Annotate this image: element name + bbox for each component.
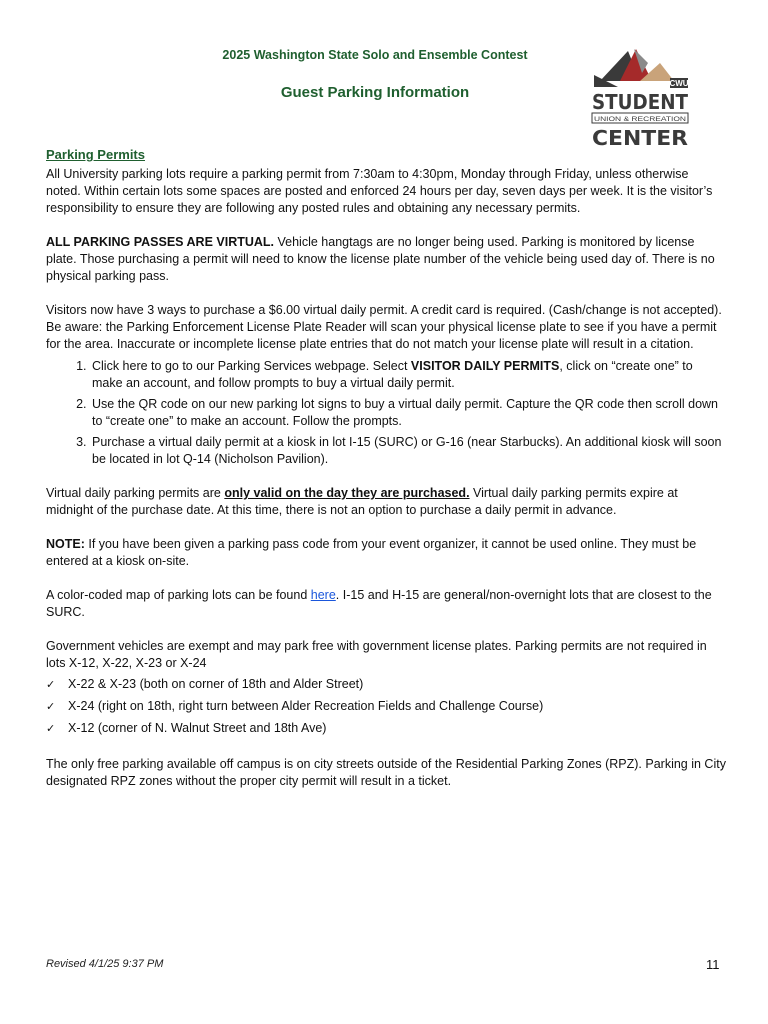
note-label: NOTE:	[46, 537, 85, 551]
free-parking-paragraph: The only free parking available off campus is on city streets outside of the Residential Parking Zones (RPZ). Parking in City designated RPZ zones without the proper city permit will result in a ticket.	[46, 757, 726, 788]
checkmark-icon: ✓	[46, 678, 56, 691]
government-paragraph: Government vehicles are exempt and may park free with government license plates. Parking permits are not required in lots X-12, X-22, X-23 or X-24	[46, 639, 707, 670]
list-item-text: X-12 (corner of N. Walnut Street and 18th Ave)	[68, 721, 327, 735]
virtual-emphasis: ALL PARKING PASSES ARE VIRTUAL.	[46, 235, 275, 249]
contest-title: 2025 Washington State Solo and Ensemble Contest	[222, 48, 528, 62]
map-text-rest: . I-15 and H-15 are general/non-overnight lots that are closest to the SURC.	[46, 588, 712, 619]
government-lots-list	[46, 676, 726, 737]
step-text: Purchase a virtual daily permit at a kiosk in lot I-15 (SURC) or G-16 (near Starbucks). An additional kiosk will soon be located in lot Q-14 (Nicholson Pavilion).	[92, 435, 722, 466]
note-text: If you have been given a parking pass code from your event organizer, it cannot be used online. They must be entered at a kiosk on-site.	[46, 537, 697, 568]
validity-text: Virtual daily parking permits are	[46, 486, 225, 500]
checkmark-icon: ✓	[46, 722, 56, 735]
intro-paragraph: All University parking lots require a parking permit from 7:30am to 4:30pm, Monday through Friday, unless otherwise noted. Within certain lots some spaces are posted and enforced 24 hours per day, seven days per week. It is the visitor’s responsibility to ensure they are following any posted rules and obtaining any necessary permits.	[46, 167, 713, 215]
list-item-text: X-22 & X-23 (both on corner of 18th and Alder Street)	[68, 677, 364, 691]
logo-word-union: UNION & RECREATION	[594, 116, 687, 123]
page-title: Guest Parking Information	[280, 84, 470, 101]
purchase-step	[90, 396, 726, 430]
validity-paragraph	[46, 485, 726, 519]
list-item	[46, 676, 726, 693]
purchase-step[interactable]	[90, 358, 726, 392]
map-text: A color-coded map of parking lots can be found	[46, 588, 311, 602]
cwu-student-union-logo	[590, 41, 690, 149]
list-item	[46, 698, 726, 715]
purchase-step	[90, 434, 726, 468]
validity-text-rest: Virtual daily parking permits expire at midnight of the purchase date. At this time, there is not an option to purchase a daily permit in advance.	[46, 486, 678, 517]
list-item	[46, 720, 726, 737]
map-paragraph	[46, 587, 726, 621]
note-paragraph	[46, 536, 726, 570]
step-text: Click here to go to our Parking Services webpage. Select	[92, 359, 411, 373]
section-heading-parking-permits: Parking Permits	[46, 147, 145, 162]
step-emphasis: VISITOR DAILY PERMITS	[410, 359, 560, 373]
map-link[interactable]: here	[310, 588, 336, 602]
purchase-steps-list	[46, 358, 726, 468]
main-content	[46, 146, 726, 790]
step-text-rest: , click on “create one” to make an account, and follow prompts to buy a virtual daily permit.	[92, 359, 693, 390]
logo-badge-text: CWU	[669, 79, 689, 88]
virtual-text: Vehicle hangtags are no longer being used. Parking is monitored by license plate. Those purchasing a permit will need to know the license plate number of the vehicle being used day of. There is no physical parking pass.	[46, 235, 715, 283]
step-text: Use the QR code on our new parking lot signs to buy a virtual daily permit. Capture the QR code then scroll down to “create one” to make an account. Follow the prompts.	[92, 397, 719, 428]
logo-word-student: STUDENT	[592, 90, 689, 114]
checkmark-icon: ✓	[46, 700, 56, 713]
list-item-text: X-24 (right on 18th, right turn between Alder Recreation Fields and Challenge Course)	[68, 699, 544, 713]
revision-date: Revised 4/1/25 9:37 PM	[46, 958, 164, 970]
virtual-paragraph	[46, 234, 726, 285]
purchase-ways-paragraph: Visitors now have 3 ways to purchase a $6.00 virtual daily permit. A credit card is required. (Cash/change is not accepted). Be aware: the Parking Enforcement License Plate Reader will scan your physical license plate to see if you have a permit for the area. Inaccurate or incomplete license plate entries that do not match your license plate will result in a citation.	[46, 303, 722, 351]
validity-emphasis: only valid on the day they are purchased.	[224, 486, 470, 500]
page-number: 11	[706, 957, 720, 972]
logo-word-center: CENTER	[592, 126, 688, 149]
